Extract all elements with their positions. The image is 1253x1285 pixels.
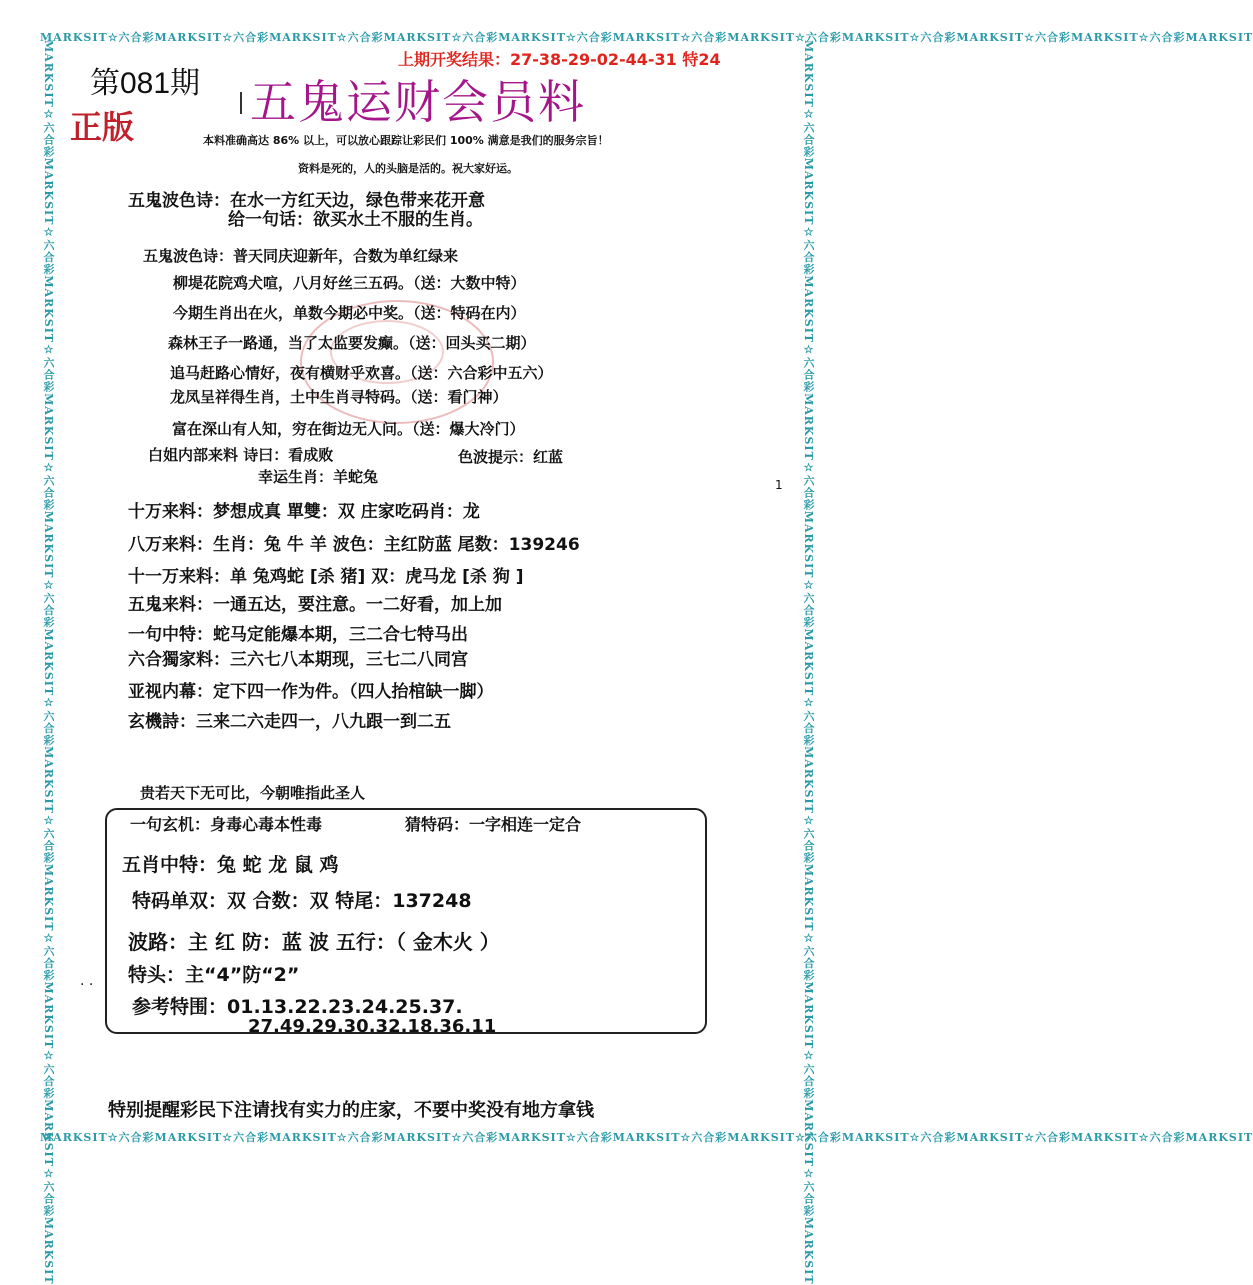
box-head-number: 特头：主“4”防“2” — [128, 964, 300, 986]
tip-100k: 十万来料：梦想成真 單雙：双 庄家吃码肖：龙 — [128, 502, 480, 522]
poem2-line7: 富在深山有人知，穷在街边无人问。（送：爆大冷门） — [172, 420, 525, 438]
poem2-line5: 追马赶路心情好，夜有横财乎欢喜。（送：六合彩中五六） — [170, 364, 553, 382]
tip-80k: 八万来料：生肖：兔 牛 羊 波色：主红防蓝 尾数：139246 — [128, 535, 580, 555]
border-right-watermark: MARKSIT☆六合彩MARKSIT☆六合彩MARKSIT☆六合彩MARKSIT☆六合彩MARKSIT☆六合彩MARKSIT☆六合彩MARKSIT☆六合彩MARKSIT☆六合彩MARKSIT☆六合彩MARKSIT☆六合彩MARKSIT — [802, 40, 815, 1285]
box-reference-range-2: 27.49.29.30.32.18.36.11 — [248, 1016, 497, 1037]
stray-dots: . . — [80, 973, 94, 989]
last-draw-result: 上期开奖结果：27-38-29-02-44-31 特24 — [398, 50, 721, 69]
page-title: 五鬼运财会员料 — [250, 75, 586, 129]
tip-wugui: 五鬼来料：一通五达，要注意。一二好看，加上加 — [128, 595, 502, 615]
border-bottom-watermark: MARKSIT☆六合彩MARKSIT☆六合彩MARKSIT☆六合彩MARKSIT☆六合彩MARKSIT☆六合彩MARKSIT☆六合彩MARKSIT☆六合彩MARKSIT☆六合彩MARKSIT☆六合彩MARKSIT☆六合彩MARKSIT — [40, 1131, 1253, 1144]
margin-mark: 1 — [775, 478, 783, 492]
poem2-line1: 五鬼波色诗：普天同庆迎新年，合数为单红绿来 — [143, 247, 459, 265]
poem2-line8: 白姐内部来料 诗曰：看成败 — [148, 446, 334, 464]
box-five-zodiac: 五肖中特：兔 蛇 龙 鼠 鸡 — [122, 854, 339, 876]
slogan-luck: 资料是死的，人的头脑是活的。祝大家好运。 — [298, 162, 518, 175]
tip-exclusive: 六合獨家料：三六七八本期现，三七二八同宫 — [128, 650, 468, 670]
poem1-line1: 五鬼波色诗：在水一方红天边，绿色带来花开意 — [128, 191, 485, 211]
box-odd-even: 特码单双：双 合数：双 特尾：137248 — [132, 890, 472, 912]
color-hint: 色波提示：红蓝 — [458, 448, 564, 466]
tip-atv: 亚视内幕：定下四一作为件。（四人抬棺缺一脚） — [128, 682, 494, 702]
tip-mystic-poem: 玄機詩：三来二六走四一，八九跟一到二五 — [128, 712, 451, 732]
poem2-line4: 森林王子一路通，当了太监要发癫。（送：回头买二期） — [168, 334, 536, 352]
issue-number: 第081期 — [90, 67, 201, 100]
lucky-zodiac: 幸运生肖：羊蛇兔 — [258, 468, 379, 486]
title-divider — [240, 92, 242, 114]
footer-warning: 特别提醒彩民下注请找有实力的庄家，不要中奖没有地方拿钱 — [108, 1100, 594, 1121]
box-riddle: 一句玄机：身毒心毒本性毒 — [130, 815, 323, 834]
slogan-accuracy: 本料准确高达 86% 以上，可以放心跟踪让彩民们 100% 满意是我们的服务宗旨！ — [203, 134, 609, 147]
poem2-line2: 柳堤花院鸡犬喧，八月好丝三五码。（送：大数中特） — [173, 274, 526, 292]
poem2-line3: 今期生肖出在火，单数今期必中奖。（送：特码在内） — [173, 304, 526, 322]
poem2-line6: 龙凤呈祥得生肖，土中生肖寻特码。（送：看门神） — [170, 388, 508, 406]
poem1-line2: 给一句话：欲买水土不服的生肖。 — [228, 210, 483, 230]
tip-110k: 十一万来料：单 兔鸡蛇 [杀 猪] 双：虎马龙 [杀 狗 ] — [128, 567, 524, 587]
box-wave-path: 波路：主 红 防：蓝 波 五行：（ 金木火 ） — [128, 930, 500, 954]
box-reference-range-1: 参考特围：01.13.22.23.24.25.37. — [132, 996, 463, 1018]
genuine-badge: 正版 — [70, 108, 135, 146]
border-left-watermark: MARKSIT☆六合彩MARKSIT☆六合彩MARKSIT☆六合彩MARKSIT☆六合彩MARKSIT☆六合彩MARKSIT☆六合彩MARKSIT☆六合彩MARKSIT☆六合彩MARKSIT☆六合彩MARKSIT☆六合彩MARKSIT — [42, 40, 55, 1285]
tip-one-sentence: 一句中特：蛇马定能爆本期，三二合七特马出 — [128, 625, 468, 645]
border-top-watermark: MARKSIT☆六合彩MARKSIT☆六合彩MARKSIT☆六合彩MARKSIT☆六合彩MARKSIT☆六合彩MARKSIT☆六合彩MARKSIT☆六合彩MARKSIT☆六合彩MARKSIT☆六合彩MARKSIT☆六合彩MARKSIT — [40, 31, 1253, 44]
saint-line: 贵若天下无可比，今朝唯指此圣人 — [140, 784, 366, 802]
box-guess-code: 猜特码：一字相连一定合 — [405, 815, 582, 834]
